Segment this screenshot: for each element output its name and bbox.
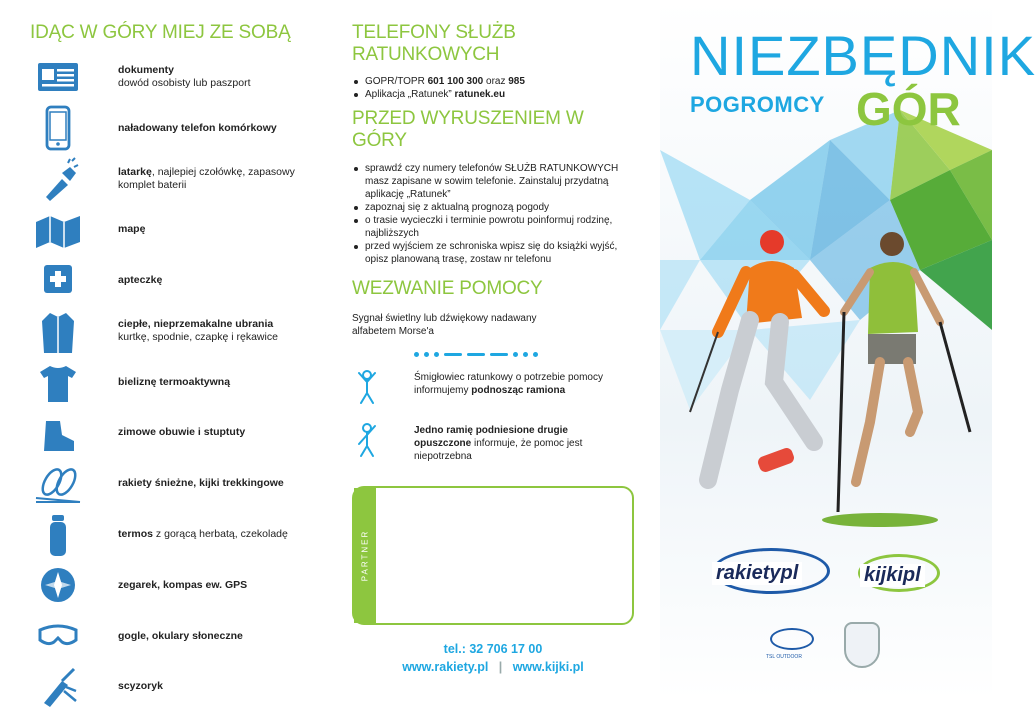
before-heading: PRZED WYRUSZENIEM W GÓRY xyxy=(352,108,584,151)
checklist-item xyxy=(30,306,320,357)
checklist-item xyxy=(30,662,320,712)
signal-yes-bold: podnosząc ramiona xyxy=(471,385,566,396)
morse-dot xyxy=(424,352,429,357)
checklist-item-bold: mapę xyxy=(118,223,146,236)
checklist xyxy=(30,52,320,712)
checklist-item-text xyxy=(118,528,288,541)
phone-number: 601 100 300 xyxy=(427,76,484,87)
morse-code xyxy=(414,352,642,357)
website-rakiety-link[interactable]: www.rakiety.pl xyxy=(402,660,489,674)
checklist-item-text xyxy=(118,579,247,592)
before-list xyxy=(352,162,642,266)
morse-dot xyxy=(513,352,518,357)
map-icon xyxy=(30,207,86,253)
jacket-icon xyxy=(30,308,86,354)
title-gor: GÓR xyxy=(856,83,961,135)
checklist-item-bold: bieliznę termoaktywną xyxy=(118,375,231,388)
before-list-item: przed wyjściem ze schroniska wpisz się do książki wyjść, opisz planowaną trasę, zostaw nr telefonu xyxy=(352,240,642,266)
help-heading: WEZWANIE POMOCY xyxy=(352,278,543,299)
partner-box xyxy=(352,486,634,625)
checklist-item xyxy=(30,154,320,205)
checklist-item xyxy=(30,204,320,255)
checklist-item-detail: kurtkę, spodnie, czapkę i rękawice xyxy=(118,331,278,344)
rakiety-logo-text: rakietypl xyxy=(712,562,802,585)
checklist-item-bold: latarkę xyxy=(118,165,152,178)
checklist-item-text xyxy=(118,274,162,287)
cover-panel xyxy=(660,0,1036,699)
checklist-item-text xyxy=(118,166,320,192)
checklist-item-detail: z gorącą herbatą, czekoladę xyxy=(153,528,288,541)
checklist-item xyxy=(30,611,320,662)
checklist-item-text xyxy=(118,318,278,344)
compass-icon xyxy=(30,562,86,608)
partner-label: PARTNER xyxy=(360,529,370,582)
morse-dot xyxy=(434,352,439,357)
checklist-item xyxy=(30,560,320,611)
signal-no xyxy=(352,422,642,463)
checklist-item-text xyxy=(118,426,245,439)
signal-no-normal: informuje, że pomoc jest niepotrzebna xyxy=(414,438,583,462)
checklist-item-bold: gogle, okulary słoneczne xyxy=(118,629,243,642)
websites xyxy=(352,658,634,676)
checklist-item-bold: termos xyxy=(118,528,154,541)
arms-up-icon xyxy=(352,369,414,410)
website-kijki-link[interactable]: www.kijki.pl xyxy=(512,660,584,674)
knife-icon xyxy=(30,664,86,710)
phone-line xyxy=(352,75,642,88)
checklist-item-bold: ciepłe, nieprzemakalne ubrania xyxy=(118,318,274,331)
phone-prefix: GOPR/TOPR xyxy=(365,76,428,87)
title-niezbednik: NIEZBĘDNIK xyxy=(690,24,1036,87)
morse-dash xyxy=(467,353,485,356)
checklist-item-bold: naładowany telefon komórkowy xyxy=(118,121,277,134)
before-list-item: sprawdź czy numery telefonów SŁUŻB RATUNKOWYCH masz zapisane w sowim telefonie. Zainstaluj przydatną aplikację „Ratunek” xyxy=(352,162,642,201)
morse-dot xyxy=(533,352,538,357)
checklist-item-bold: zegarek, kompas ew. GPS xyxy=(118,578,248,591)
checklist-item xyxy=(30,255,320,306)
kijki-logo-text: kijkipl xyxy=(860,564,925,587)
checklist-item-text xyxy=(118,680,163,693)
phones-section xyxy=(352,22,642,101)
signal-yes-normal: Śmigłowiec ratunkowy o potrzebie pomocy informujemy xyxy=(414,372,603,396)
app-prefix: Aplikacja „Ratunek” xyxy=(365,89,455,100)
checklist-item-text xyxy=(118,122,277,135)
checklist-item-detail: dowód osobisty lub paszport xyxy=(118,77,251,90)
tsl-caption: TSL OUTDOOR xyxy=(766,654,802,660)
app-url: ratunek.eu xyxy=(454,89,506,100)
boot-icon xyxy=(30,410,86,456)
title-pogromcy: POGROMCY xyxy=(690,92,825,117)
checklist-item xyxy=(30,357,320,408)
partner-tab xyxy=(354,488,376,623)
thermos-icon xyxy=(30,512,86,558)
morse-dot xyxy=(414,352,419,357)
separator: | xyxy=(498,660,503,674)
snowshoe-icon xyxy=(30,461,86,507)
help-text: Sygnał świetlny lub dźwiękowy nadawany alfabetem Morse'a xyxy=(352,313,537,337)
before-list-item: o trasie wycieczki i terminie powrotu poinformuj rodzinę, najbliższych xyxy=(352,214,642,240)
phone-short: 985 xyxy=(508,76,525,87)
first-aid-icon xyxy=(30,258,86,304)
id-card-icon xyxy=(30,54,86,100)
contact xyxy=(352,640,634,676)
checklist-item-text xyxy=(118,64,251,90)
signal-no-bold: Jedno ramię podniesione drugie opuszczone xyxy=(414,425,568,449)
emblem-logo xyxy=(844,622,880,668)
morse-dot xyxy=(523,352,528,357)
checklist-item-bold: zimowe obuwie i stuptuty xyxy=(118,426,246,439)
checklist-item-bold: scyzoryk xyxy=(118,680,163,693)
one-arm-up-icon xyxy=(352,422,414,463)
phones-heading: TELEFONY SŁUŻB RATUNKOWYCH xyxy=(352,22,516,65)
phone-or: oraz xyxy=(483,76,509,87)
checklist-item-text xyxy=(118,223,145,236)
morse-dash xyxy=(490,353,508,356)
shirt-icon xyxy=(30,359,86,405)
checklist-heading: IDĄC W GÓRY MIEJ ZE SOBĄ xyxy=(30,22,291,43)
goggles-icon xyxy=(30,613,86,659)
phone-contact[interactable]: tel.: 32 706 17 00 xyxy=(443,642,543,656)
checklist-item-text xyxy=(118,376,230,389)
signal-yes xyxy=(352,369,642,410)
checklist-item xyxy=(30,103,320,154)
checklist-item-text xyxy=(118,630,243,643)
help-section xyxy=(352,278,642,463)
checklist-item-bold: dokumenty xyxy=(118,64,175,77)
checklist-item xyxy=(30,458,320,509)
before-list-item: zapoznaj się z aktualną prognozą pogody xyxy=(352,201,642,214)
checklist-item xyxy=(30,509,320,560)
signal-yes-text xyxy=(414,371,614,397)
checklist-item-bold: apteczkę xyxy=(118,274,163,287)
tsl-logo xyxy=(770,628,814,650)
app-line xyxy=(352,88,642,101)
phone-icon xyxy=(30,105,86,151)
checklist-item-detail: , najlepiej czołówkę, zapasowy komplet baterii xyxy=(118,165,295,191)
checklist-item-bold: rakiety śnieżne, kijki trekkingowe xyxy=(118,477,284,490)
morse-dash xyxy=(444,353,462,356)
before-section xyxy=(352,108,642,266)
left-column xyxy=(0,0,330,699)
checklist-item-text xyxy=(118,477,284,490)
checklist-item xyxy=(30,52,320,103)
flashlight-icon xyxy=(30,156,86,202)
checklist-item xyxy=(30,408,320,459)
signal-no-text xyxy=(414,424,614,463)
